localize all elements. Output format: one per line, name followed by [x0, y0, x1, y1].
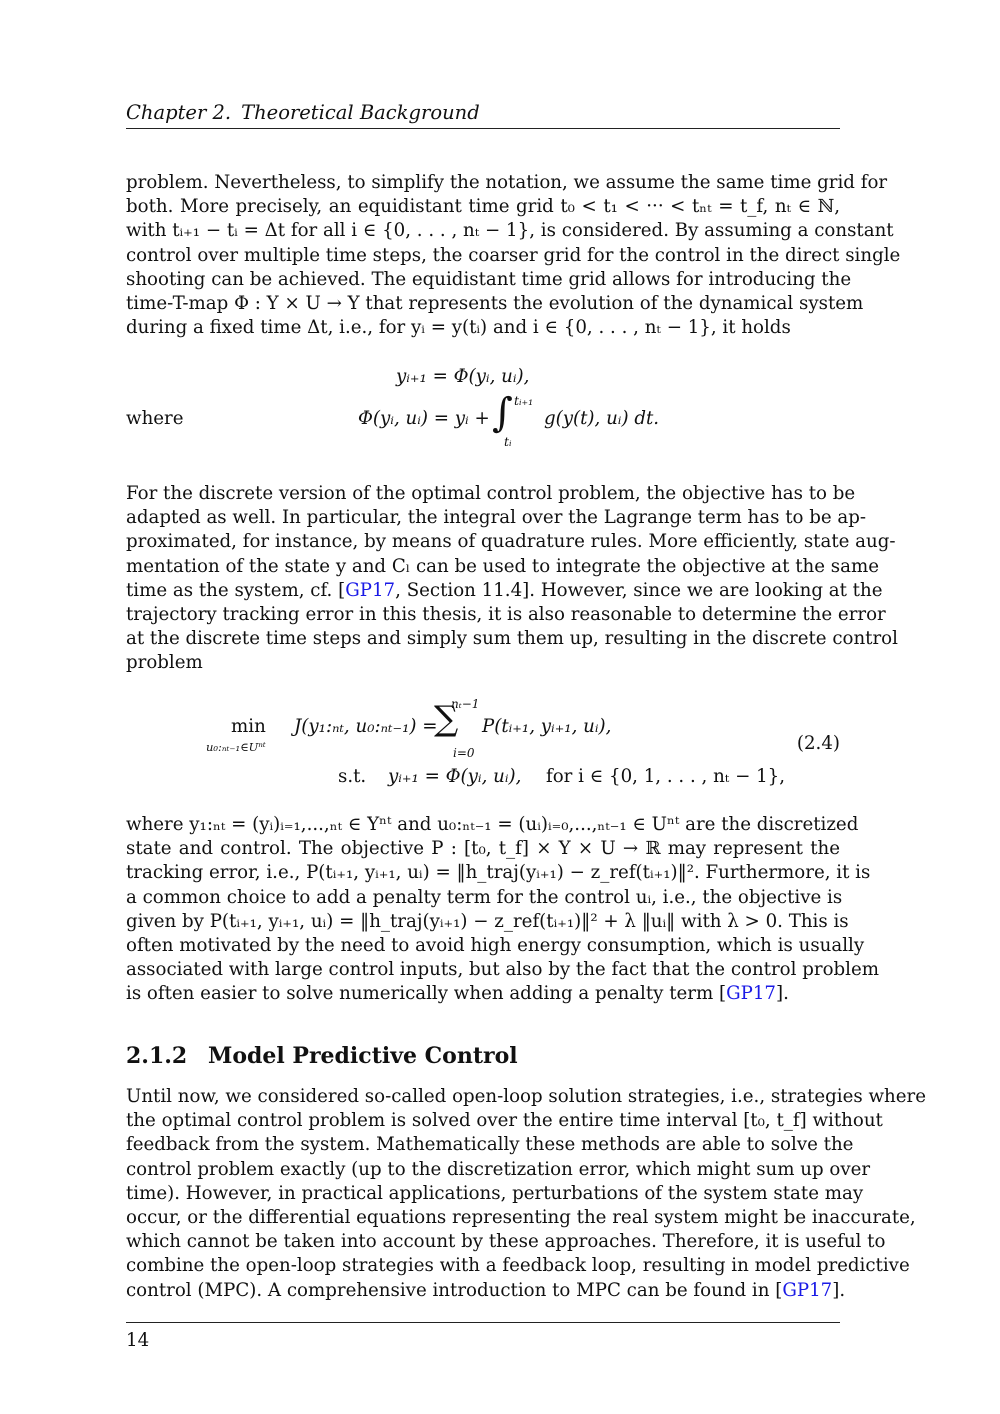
text-line: shooting can be achieved. The equidistant time grid allows for introducing the [126, 268, 852, 290]
text-line: For the discrete version of the optimal control problem, the objective has to be [126, 483, 856, 504]
text-line: which cannot be taken into account by these approaches. Therefore, it is useful to [126, 1231, 886, 1253]
text-line: with tᵢ₊₁ − tᵢ = Δt for all i ∈ {0, . . . , nₜ − 1}, is considered. By assuming a constant [126, 220, 894, 242]
text-line: during a fixed time Δt, i.e., for yᵢ = y(tᵢ) and i ∈ {0, . . . , nₜ − 1}, it holds [126, 317, 791, 339]
text-line: time-T-map Φ : Y × U → Y that represents the evolution of the dynamical system [126, 292, 864, 314]
text-line: occur, or the differential equations representing the real system might be inaccurate, [126, 1206, 916, 1228]
text-line: at the discrete time steps and simply sum them up, resulting in the discrete control [126, 628, 898, 650]
text-line: proximated, for instance, by means of quadrature rules. More efficiently, state aug- [126, 531, 896, 553]
objective-lhs: J(y₁:ₙₜ, u₀:ₙₜ₋₁) = [294, 716, 438, 737]
footer-rule [126, 1322, 840, 1323]
min-subscript: u₀:ₙₜ₋₁∈Uⁿᵗ [206, 740, 266, 754]
constraint-index-range: for i ∈ {0, 1, . . . , nₜ − 1}, [546, 766, 786, 787]
citation-link[interactable]: GP17 [345, 579, 396, 601]
sum-upper-limit: nₜ−1 [451, 697, 480, 711]
text-line: problem [126, 652, 203, 674]
paragraph-4 [126, 1085, 926, 1303]
integral-sign: ∫ [492, 390, 513, 436]
text-line: a common choice to add a penalty term for the control uᵢ, i.e., the objective is [126, 886, 843, 908]
text-line: control over multiple time steps, the coarser grid for the control in the direct single [126, 244, 901, 266]
section-number: 2.1.2 [126, 1043, 188, 1069]
text-line: the optimal control problem is solved over the entire time interval [t₀, t_f] without [126, 1110, 883, 1132]
where-label: where [126, 408, 184, 429]
sum-sign: ∑ [434, 699, 459, 739]
text-line: adapted as well. In particular, the integral over the Lagrange term has to be ap- [126, 507, 867, 529]
text-line: time). However, in practical applications, perturbations of the system state may [126, 1182, 864, 1204]
document-page [126, 0, 926, 1414]
text-line: combine the open-loop strategies with a feedback loop, resulting in model predictive [126, 1255, 910, 1277]
paragraph-1 [126, 171, 901, 340]
min-operator: min [231, 716, 266, 737]
citation-link[interactable]: GP17 [726, 983, 777, 1005]
objective-rhs: P(tᵢ₊₁, yᵢ₊₁, uᵢ), [482, 716, 612, 737]
integrand: g(y(t), uᵢ) dt. [544, 408, 660, 429]
integral-lower-limit: tᵢ [504, 434, 512, 449]
text-line: problem. Nevertheless, to simplify the notation, we assume the same time grid for [126, 172, 888, 193]
running-header [126, 100, 840, 129]
header-title: Theoretical Background [241, 101, 480, 124]
text-line: tracking error, i.e., P(tᵢ₊₁, yᵢ₊₁, uᵢ) = ‖h_traj(yᵢ₊₁) − z_ref(tᵢ₊₁)‖². Furthermore, it is [126, 862, 871, 884]
text-line: where y₁:ₙₜ = (yᵢ)ᵢ₌₁,...,ₙₜ ∈ Yⁿᵗ and u₀:ₙₜ₋₁ = (uᵢ)ᵢ₌₀,...,ₙₜ₋₁ ∈ Uⁿᵗ are the discretized [126, 814, 859, 835]
page-number: 14 [126, 1330, 150, 1351]
text-line: trajectory tracking error in this thesis, it is also reasonable to determine the error [126, 603, 886, 625]
text-line: mentation of the state y and Cₗ can be used to integrate the objective at the same [126, 555, 879, 577]
text-line: Until now, we considered so-called open-loop solution strategies, i.e., strategies where [126, 1086, 926, 1107]
citation-link[interactable]: GP17 [782, 1279, 833, 1301]
header-chapter: Chapter 2. [126, 101, 232, 124]
equation-time-map: yᵢ₊₁ = Φ(yᵢ, uᵢ), [396, 366, 530, 387]
text-line: control (MPC). A comprehensive introduction to MPC can be found in [GP17]. [126, 1279, 846, 1301]
text-line: is often easier to solve numerically when adding a penalty term [GP17]. [126, 983, 789, 1005]
text-line: given by P(tᵢ₊₁, yᵢ₊₁, uᵢ) = ‖h_traj(yᵢ₊₁) − z_ref(tᵢ₊₁)‖² + λ ‖uᵢ‖ with λ > 0. This is [126, 910, 849, 932]
text-line: time as the system, cf. [GP17, Section 11.4]. However, since we are looking at the [126, 579, 883, 601]
text-line: often motivated by the need to avoid high energy consumption, which is usually [126, 934, 865, 956]
subject-to-label: s.t. [338, 766, 367, 787]
paragraph-2 [126, 482, 898, 676]
section-title: Model Predictive Control [208, 1043, 518, 1069]
sum-lower-limit: i=0 [453, 746, 475, 760]
equation-number: (2.4) [796, 733, 840, 754]
equation-time-map-integral: Φ(yᵢ, uᵢ) = yᵢ + [358, 408, 490, 429]
text-line: state and control. The objective P : [t₀, t_f] × Y × U → ℝ may represent the [126, 838, 840, 860]
text-line: associated with large control inputs, but also by the fact that the control problem [126, 959, 879, 981]
integral-upper-limit: tᵢ₊₁ [514, 393, 534, 408]
text-line: both. More precisely, an equidistant time grid t₀ < t₁ < ··· < tₙₜ = t_f, nₜ ∈ ℕ, [126, 196, 840, 218]
section-heading [126, 1043, 518, 1069]
dynamics-constraint: yᵢ₊₁ = Φ(yᵢ, uᵢ), [388, 766, 522, 787]
text-line: control problem exactly (up to the discretization error, which might sum up over [126, 1158, 871, 1180]
text-line: feedback from the system. Mathematically these methods are able to solve the [126, 1134, 854, 1156]
paragraph-3 [126, 813, 879, 1007]
